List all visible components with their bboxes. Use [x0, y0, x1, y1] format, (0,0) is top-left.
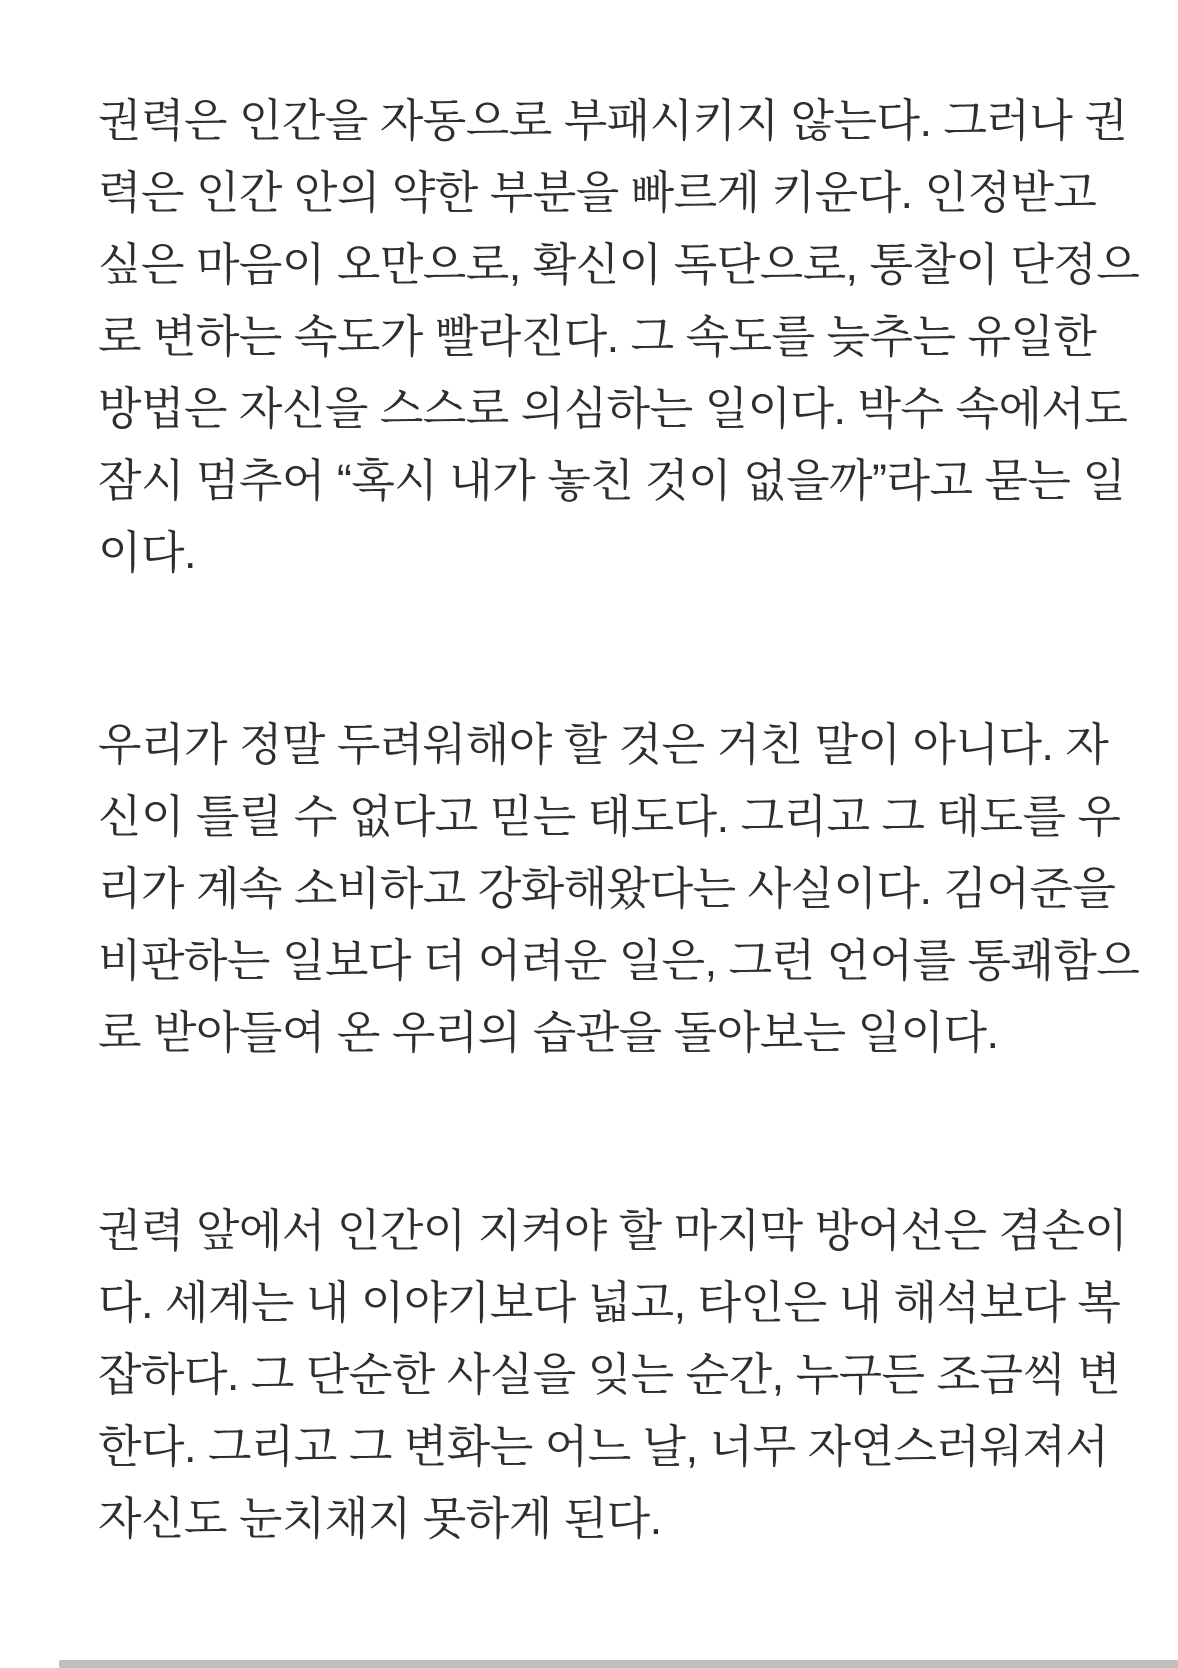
text-line: 자신도 눈치채지 못하게 된다. — [98, 1493, 662, 1544]
text-line: 리가 계속 소비하고 강화해왔다는 사실이다. 김어준을 — [98, 863, 1116, 914]
text-line: 신이 틀릴 수 없다고 믿는 태도다. 그리고 그 태도를 우 — [98, 791, 1121, 842]
text-line: 권력은 인간을 자동으로 부패시키지 않는다. 그러나 권 — [98, 95, 1128, 146]
text-line: 권력 앞에서 인간이 지켜야 할 마지막 방어선은 겸손이 — [98, 1205, 1128, 1256]
text-line: 비판하는 일보다 더 어려운 일은, 그런 언어를 통쾌함으 — [98, 935, 1140, 986]
text-line: 다. 세계는 내 이야기보다 넓고, 타인은 내 해석보다 복 — [98, 1277, 1121, 1328]
text-line: 잡하다. 그 단순한 사실을 잊는 순간, 누구든 조금씩 변 — [98, 1349, 1121, 1400]
text-line: 한다. 그리고 그 변화는 어느 날, 너무 자연스러워져서 — [98, 1421, 1109, 1472]
text-line: 방법은 자신을 스스로 의심하는 일이다. 박수 속에서도 — [98, 383, 1128, 434]
text-line: 우리가 정말 두려워해야 할 것은 거친 말이 아니다. 자 — [98, 719, 1109, 770]
text-line: 이다. — [98, 527, 196, 578]
bottom-divider — [59, 1660, 1178, 1668]
paragraph-2 — [98, 709, 1140, 1069]
text-line: 력은 인간 안의 약한 부분을 빠르게 키운다. 인정받고 — [98, 167, 1097, 218]
text-line: 싶은 마음이 오만으로, 확신이 독단으로, 통찰이 단정으 — [98, 239, 1140, 290]
paragraph-1 — [98, 85, 1140, 589]
paragraph-3 — [98, 1195, 1140, 1555]
text-line: 잠시 멈추어 “혹시 내가 놓친 것이 없을까”라고 묻는 일 — [98, 455, 1126, 506]
text-line: 로 변하는 속도가 빨라진다. 그 속도를 늦추는 유일한 — [98, 311, 1097, 362]
text-line: 로 받아들여 온 우리의 습관을 돌아보는 일이다. — [98, 1007, 999, 1058]
